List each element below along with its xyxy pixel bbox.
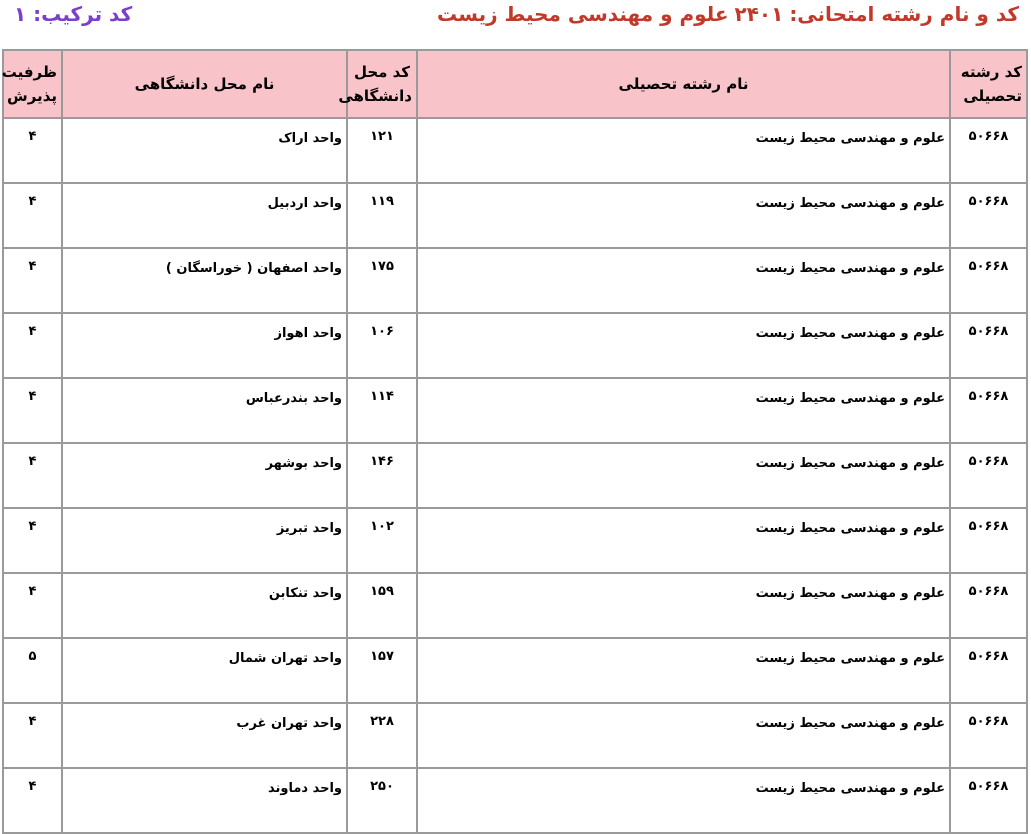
field-name-cell: علوم و مهندسی محیط زیست [417,768,950,833]
capacity-cell: ۴ [3,313,62,378]
capacity-cell: ۴ [3,768,62,833]
uni-code-cell: ۲۲۸ [347,703,417,768]
field-code-cell: ۵۰۶۶۸ [950,248,1027,313]
col-uni-name: نام محل دانشگاهی [62,50,347,118]
field-name-cell: علوم و مهندسی محیط زیست [417,118,950,183]
uni-name-cell: واحد تبریز [62,508,347,573]
uni-code-cell: ۱۵۹ [347,573,417,638]
table-row [3,768,1027,833]
capacity-cell: ۴ [3,378,62,443]
uni-name-cell: واحد بوشهر [62,443,347,508]
uni-code-cell: ۱۱۴ [347,378,417,443]
uni-code-cell: ۱۲۱ [347,118,417,183]
field-name-cell: علوم و مهندسی محیط زیست [417,703,950,768]
field-name-cell: علوم و مهندسی محیط زیست [417,508,950,573]
field-code-cell: ۵۰۶۶۸ [950,443,1027,508]
table-row [3,638,1027,703]
field-code-cell: ۵۰۶۶۸ [950,508,1027,573]
capacity-cell: ۵ [3,638,62,703]
combo-code: کد ترکیب: ۱ [14,2,133,26]
exam-title [437,2,1019,26]
uni-code-cell: ۱۴۶ [347,443,417,508]
table-row [3,118,1027,183]
col-capacity: ظرفیت پذیرش [3,50,62,118]
uni-name-cell: واحد اراک [62,118,347,183]
capacity-cell: ۴ [3,573,62,638]
uni-name-cell: واحد دماوند [62,768,347,833]
field-code-cell: ۵۰۶۶۸ [950,638,1027,703]
field-name-cell: علوم و مهندسی محیط زیست [417,313,950,378]
capacity-cell: ۴ [3,703,62,768]
table-row [3,443,1027,508]
field-code-cell: ۵۰۶۶۸ [950,573,1027,638]
uni-name-cell: واحد اردبیل [62,183,347,248]
uni-code-cell: ۲۵۰ [347,768,417,833]
exam-name: علوم و مهندسی محیط زیست [437,2,729,26]
table-row [3,378,1027,443]
field-code-cell: ۵۰۶۶۸ [950,703,1027,768]
uni-name-cell: واحد اصفهان ( خوراسگان ) [62,248,347,313]
field-code-cell: ۵۰۶۶۸ [950,313,1027,378]
field-name-cell: علوم و مهندسی محیط زیست [417,183,950,248]
table-row [3,508,1027,573]
uni-code-cell: ۱۰۲ [347,508,417,573]
exam-code: ۲۴۰۱ [734,2,784,26]
capacity-cell: ۴ [3,508,62,573]
field-code-cell: ۵۰۶۶۸ [950,768,1027,833]
table-row [3,703,1027,768]
field-name-cell: علوم و مهندسی محیط زیست [417,378,950,443]
table-header-row [3,50,1027,118]
capacity-cell: ۴ [3,248,62,313]
field-name-cell: علوم و مهندسی محیط زیست [417,248,950,313]
uni-name-cell: واحد تهران غرب [62,703,347,768]
col-uni-code: کد محل دانشگاهی [347,50,417,118]
capacity-cell: ۴ [3,118,62,183]
capacity-cell: ۴ [3,443,62,508]
exam-title-prefix: کد و نام رشته امتحانی: [789,2,1019,26]
uni-code-cell: ۱۱۹ [347,183,417,248]
col-field-code: کد رشته تحصیلی [950,50,1027,118]
field-name-cell: علوم و مهندسی محیط زیست [417,638,950,703]
col-field-name: نام رشته تحصیلی [417,50,950,118]
field-code-cell: ۵۰۶۶۸ [950,118,1027,183]
table-row [3,573,1027,638]
table-row [3,313,1027,378]
table-row [3,248,1027,313]
field-code-cell: ۵۰۶۶۸ [950,378,1027,443]
capacity-table [2,49,1028,834]
field-name-cell: علوم و مهندسی محیط زیست [417,573,950,638]
uni-code-cell: ۱۵۷ [347,638,417,703]
uni-name-cell: واحد تنکابن [62,573,347,638]
uni-name-cell: واحد بندرعباس [62,378,347,443]
uni-name-cell: واحد اهواز [62,313,347,378]
uni-name-cell: واحد تهران شمال [62,638,347,703]
uni-code-cell: ۱۰۶ [347,313,417,378]
page-header [0,0,1031,40]
uni-code-cell: ۱۷۵ [347,248,417,313]
capacity-cell: ۴ [3,183,62,248]
field-name-cell: علوم و مهندسی محیط زیست [417,443,950,508]
field-code-cell: ۵۰۶۶۸ [950,183,1027,248]
table-row [3,183,1027,248]
